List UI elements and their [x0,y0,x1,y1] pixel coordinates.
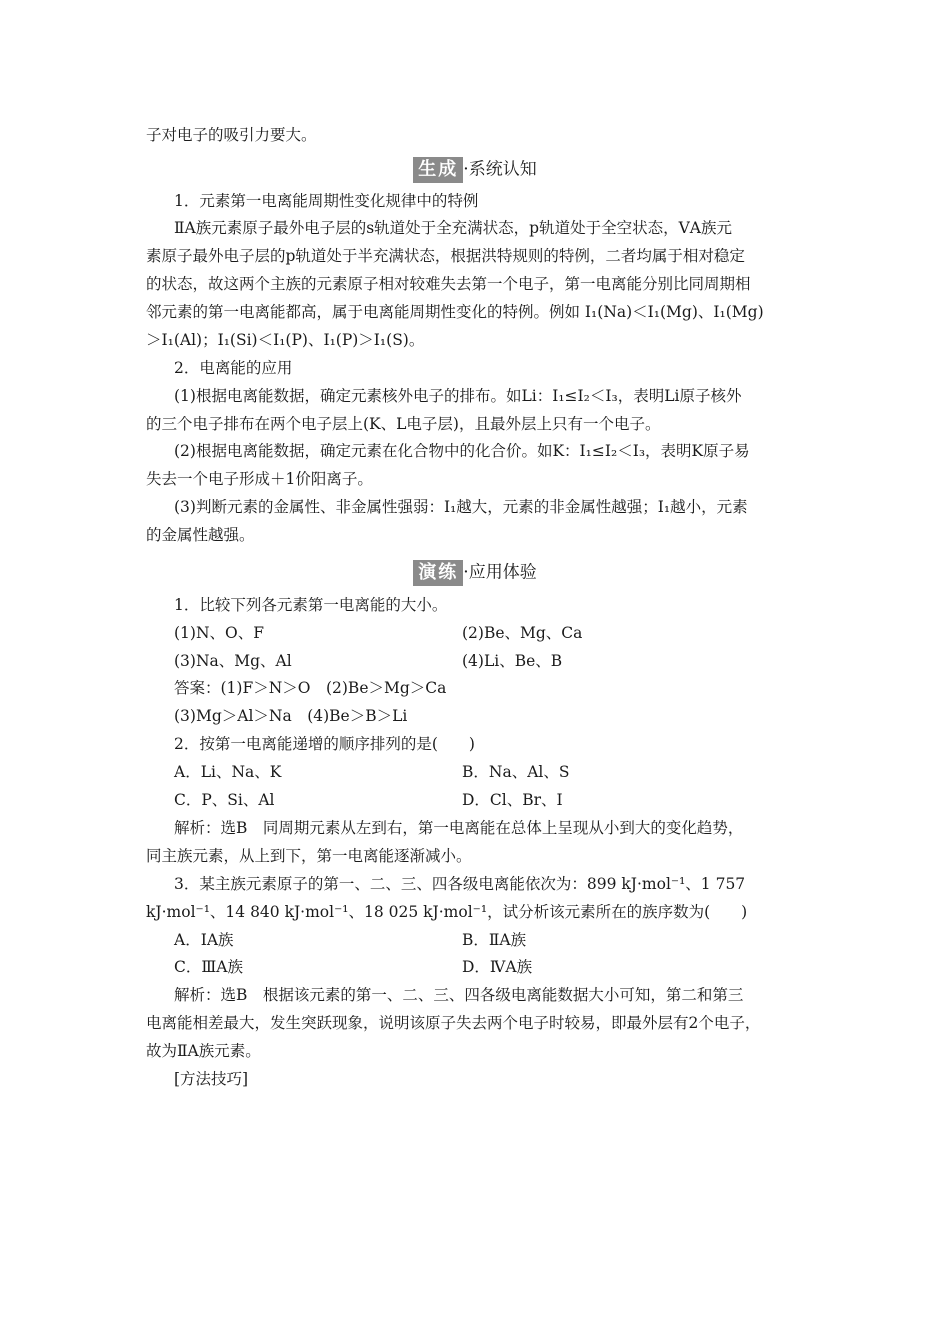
q3-analysis: 电离能相差最大，发生突跃现象，说明该原子失去两个电子时较易，即最外层有2个电子， [146,1014,761,1032]
item1-line: ＞I₁(Al)；I₁(Si)＜I₁(P)、I₁(P)＞I₁(S)。 [146,331,425,349]
app1-line: (1)根据电离能数据，确定元素核外电子的排布。如Li：I₁≤I₂＜I₃，表明Li原子核外 [174,387,742,405]
app3-line: (3)判断元素的金属性、非金属性强弱：I₁越大，元素的非金属性越强；I₁越小，元素 [174,498,748,516]
q2-option: A．Li、Na、K [174,763,282,781]
app1-line: 的三个电子排布在两个电子层上(K、L电子层)，且最外层上只有一个电子。 [146,415,661,433]
q1-option: (3)Na、Mg、Al [174,652,292,670]
q1-option: (2)Be、Mg、Ca [462,624,583,642]
item1-title: 1．元素第一电离能周期性变化规律中的特例 [174,192,479,210]
item1-line: 素原子最外电子层的p轨道处于半充满状态，根据洪特规则的特例，二者均属于相对稳定 [146,247,745,265]
q3-stem: kJ·mol⁻¹、14 840 kJ·mol⁻¹、18 025 kJ·mol⁻¹，试分析该元素所在的族序数为( ) [146,903,748,921]
q1-stem: 1．比较下列各元素第一电离能的大小。 [174,596,448,614]
q1-option: (4)Li、Be、B [462,652,563,670]
section-badge-1: 生成 [413,157,463,183]
section-heading-2 [0,559,950,586]
method-tips-label: [方法技巧] [174,1070,249,1088]
q3-option: D．ⅣA族 [462,958,533,976]
q3-option: C．ⅢA族 [174,958,244,976]
q3-analysis: 故为ⅡA族元素。 [146,1042,261,1060]
q1-answer: (3)Mg＞Al＞Na (4)Be＞B＞Li [174,707,408,725]
q2-analysis: 同主族元素，从上到下，第一电离能逐渐减小。 [146,847,472,865]
item2-title: 2．电离能的应用 [174,359,293,377]
app2-line: 失去一个电子形成＋1价阳离子。 [146,470,373,488]
section-heading-1 [0,156,950,183]
q2-option: B．Na、Al、S [462,763,570,781]
q1-option: (1)N、O、F [174,624,264,642]
q2-analysis: 解析：选B 同周期元素从左到右，第一电离能在总体上呈现从小到大的变化趋势， [174,819,744,837]
app2-line: (2)根据电离能数据，确定元素在化合物中的化合价。如K：I₁≤I₂＜I₃，表明K原子易 [174,442,750,460]
intro-tail: 子对电子的吸引力要大。 [146,126,317,144]
item1-line: ⅡA族元素原子最外电子层的s轨道处于全充满状态，p轨道处于全空状态，ⅤA族元 [174,219,732,237]
q3-analysis: 解析：选B 根据该元素的第一、二、三、四各级电离能数据大小可知，第二和第三 [174,986,744,1004]
section-title-2: ·应用体验 [463,562,537,583]
item1-line: 邻元素的第一电离能都高，属于电离能周期性变化的特例。例如 I₁(Na)＜I₁(Mg)、I₁(Mg) [146,303,764,321]
q2-stem: 2．按第一电离能递增的顺序排列的是( ) [174,735,475,753]
q1-answer: 答案：(1)F＞N＞O (2)Be＞Mg＞Ca [174,679,447,697]
section-badge-2: 演练 [413,560,463,586]
q2-option: C．P、Si、Al [174,791,275,809]
q3-option: B．ⅡA族 [462,931,527,949]
q3-option: A．ⅠA族 [174,931,234,949]
q3-stem: 3．某主族元素原子的第一、二、三、四各级电离能依次为：899 kJ·mol⁻¹、1 757 [174,875,746,893]
item1-line: 的状态，故这两个主族的元素原子相对较难失去第一个电子，第一电离能分别比同周期相 [146,275,751,293]
app3-line: 的金属性越强。 [146,526,255,544]
q2-option: D．Cl、Br、I [462,791,563,809]
section-title-1: ·系统认知 [463,159,537,180]
